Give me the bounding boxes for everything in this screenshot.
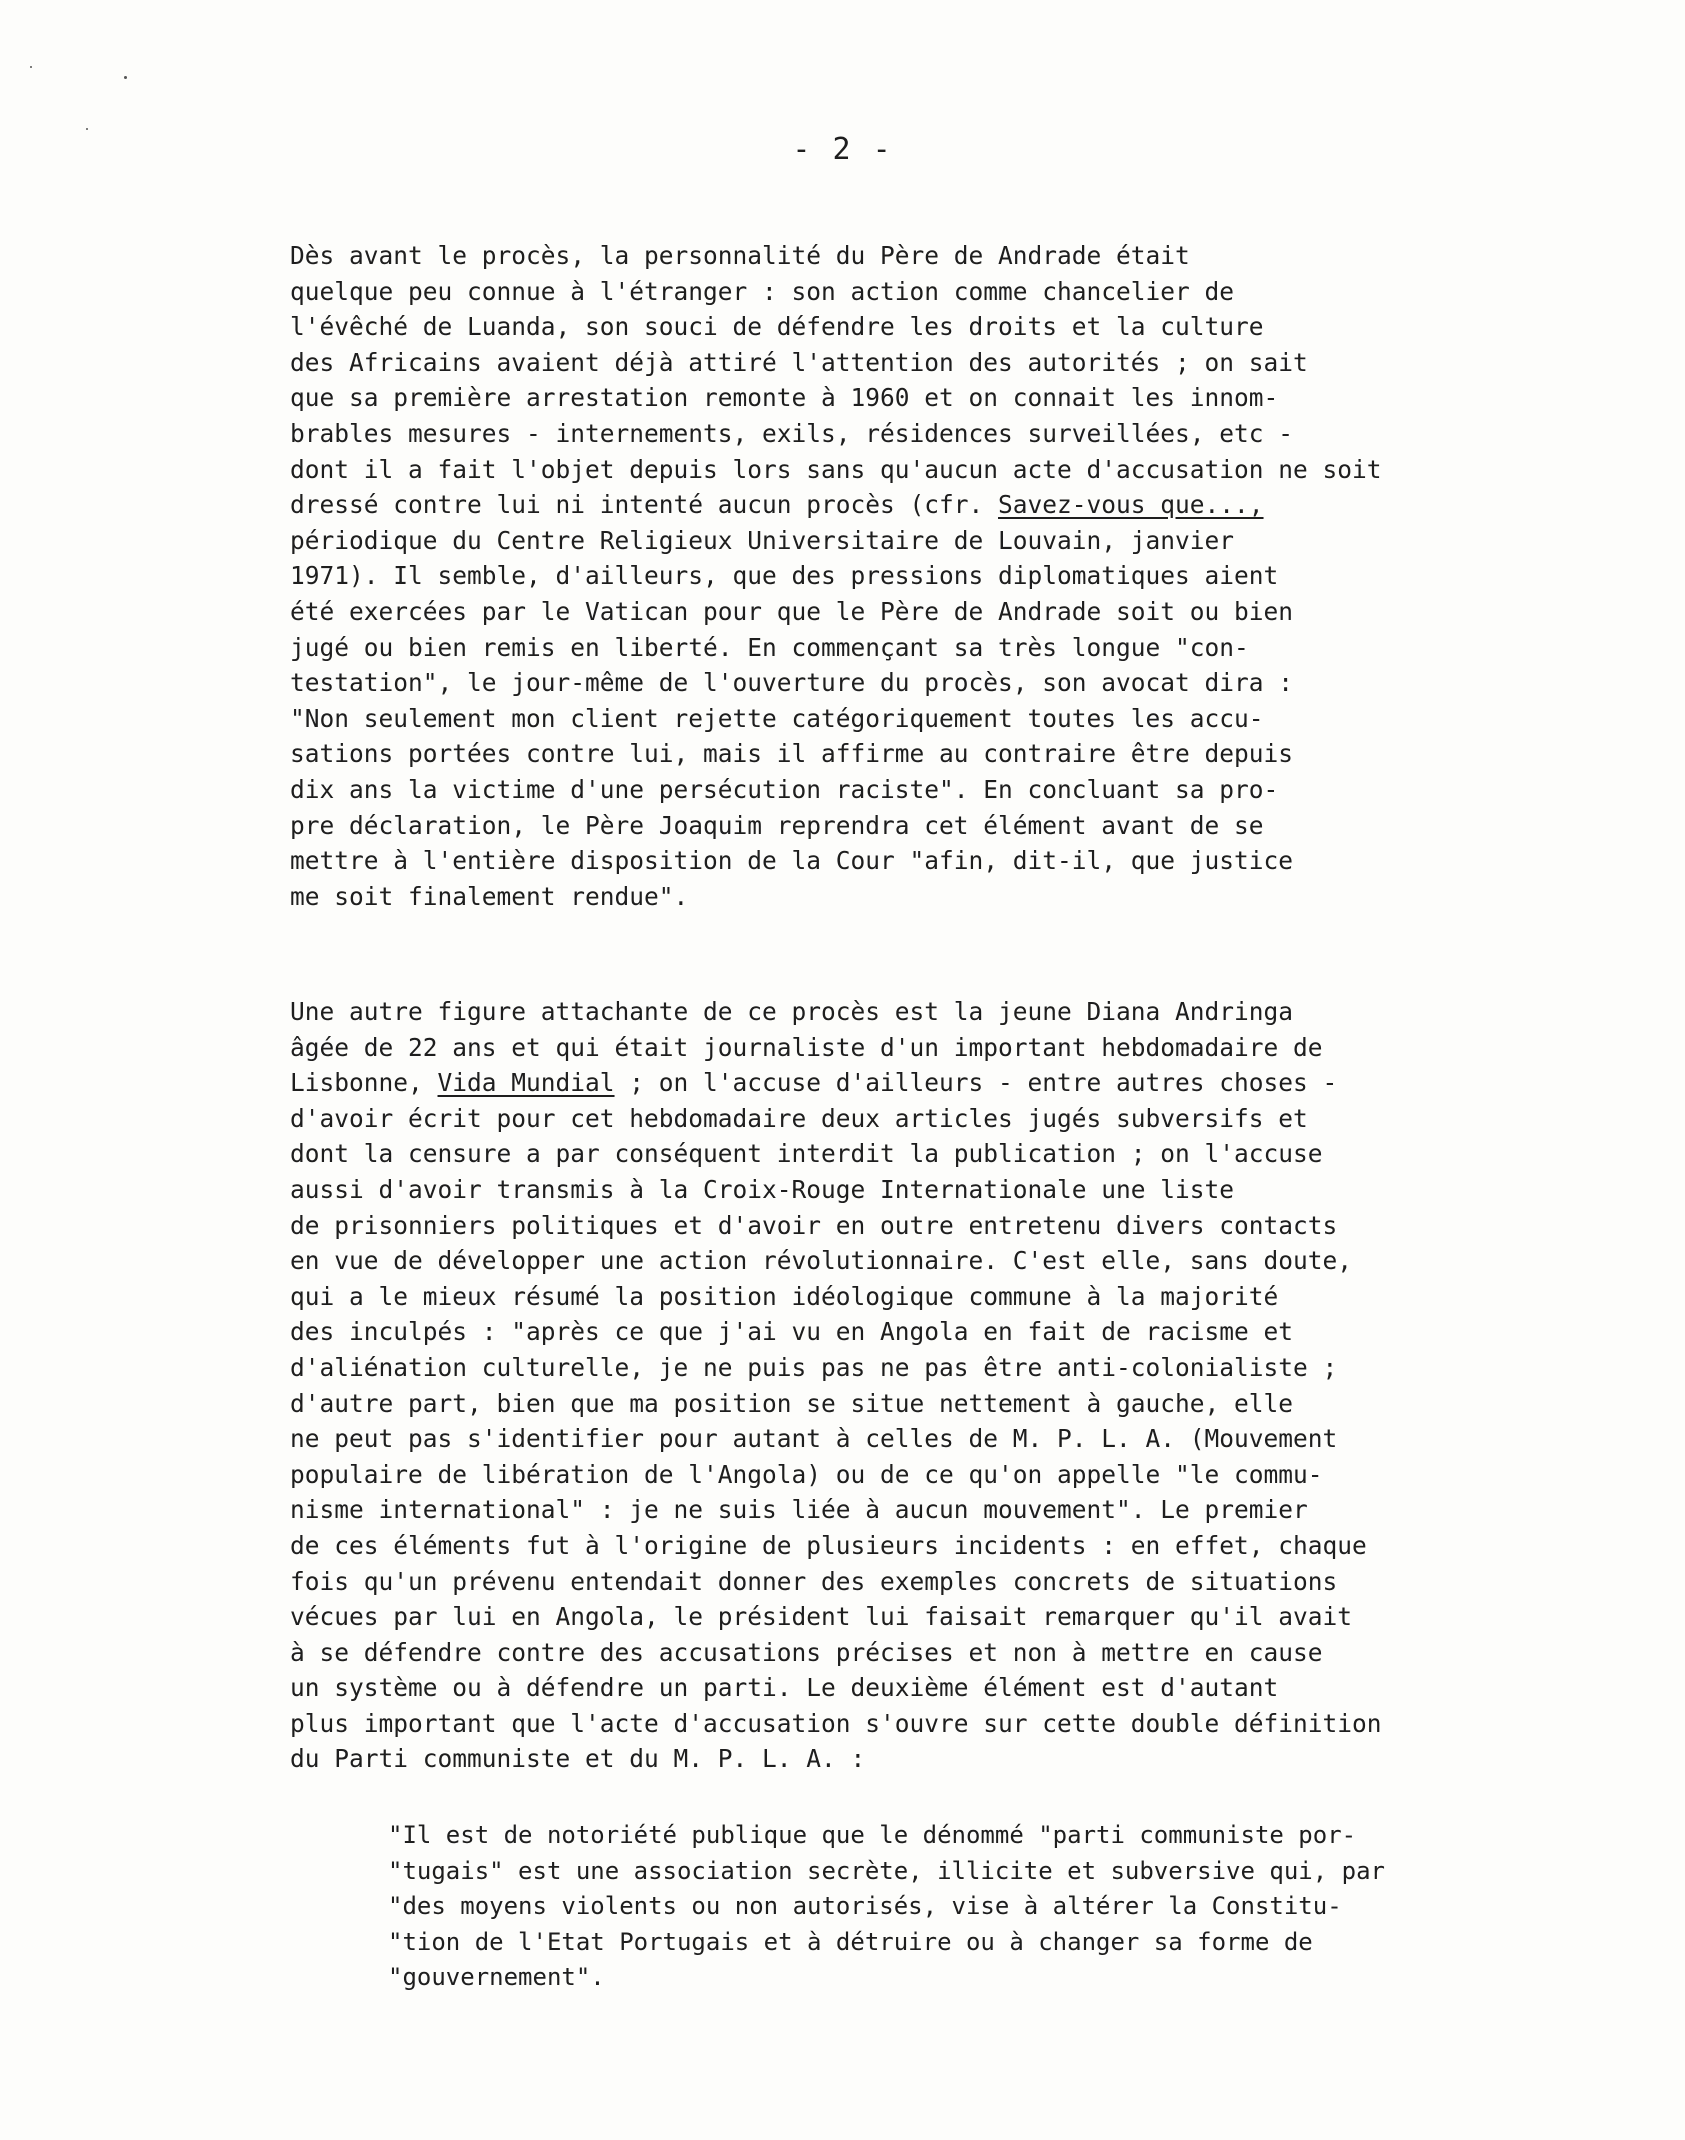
page-number: - 2 - [792, 132, 893, 167]
scan-speck [124, 76, 127, 79]
text-line: que sa première arrestation remonte à 1960 et on connait les innom- [290, 383, 1279, 413]
text-line: pre déclaration, le Père Joaquim reprendra cet élément avant de se [290, 810, 1264, 840]
text-line: quelque peu connue à l'étranger : son action comme chancelier de [290, 276, 1235, 306]
text-line: dix ans la victime d'une persécution raciste". En concluant sa pro- [290, 774, 1279, 804]
text-line: jugé ou bien remis en liberté. En commençant sa très longue "con- [290, 632, 1249, 662]
text-line: qui a le mieux résumé la position idéologique commune à la majorité [290, 1281, 1279, 1311]
quote-line: "tion de l'Etat Portugais et à détruire ou à changer sa forme de [388, 1927, 1313, 1956]
quote-line: "Il est de notoriété publique que le dénommé "parti communiste por- [388, 1821, 1357, 1849]
quote-line: "tugais" est une association secrète, illicite et subversive qui, par [388, 1856, 1385, 1885]
text-line: des Africains avaient déjà attiré l'attention des autorités ; on sait [290, 347, 1308, 377]
text-line: me soit finalement rendue". [290, 881, 689, 911]
text-line: nisme international" : je ne suis liée à aucun mouvement". Le premier [290, 1495, 1308, 1525]
text-line: sations portées contre lui, mais il affirme au contraire être depuis [290, 739, 1294, 769]
text-line: âgée de 22 ans et qui était journaliste d'un important hebdomadaire de [290, 1032, 1323, 1062]
paragraph-andrade [290, 238, 1480, 914]
text-line: populaire de libération de l'Angola) ou de ce qu'on appelle "le commu- [290, 1459, 1323, 1489]
text-line: ne peut pas s'identifier pour autant à celles de M. P. L. A. (Mouvement [290, 1424, 1338, 1454]
text-line: à se défendre contre des accusations précises et non à mettre en cause [290, 1637, 1323, 1667]
quote-line: "gouvernement". [388, 1963, 605, 1992]
text-segment: ; on l'accuse d'ailleurs - entre autres choses - [614, 1068, 1338, 1098]
text-line: été exercées par le Vatican pour que le Père de Andrade soit ou bien [290, 596, 1294, 626]
text-line: d'avoir écrit pour cet hebdomadaire deux articles jugés subversifs et [290, 1103, 1308, 1133]
scan-speck [30, 66, 32, 68]
text-line: de ces éléments fut à l'origine de plusieurs incidents : en effet, chaque [290, 1530, 1367, 1560]
text-line: fois qu'un prévenu entendait donner des exemples concrets de situations [290, 1566, 1338, 1596]
text-line [290, 487, 1480, 523]
text-line [290, 1065, 1480, 1101]
text-line: testation", le jour-même de l'ouverture du procès, son avocat dira : [290, 668, 1294, 698]
text-line: des inculpés : "après ce que j'ai vu en Angola en fait de racisme et [290, 1317, 1294, 1347]
text-line: Une autre figure attachante de ce procès est la jeune Diana Andringa [290, 997, 1294, 1026]
text-segment: dressé contre lui ni intenté aucun procès (cfr. [290, 490, 999, 520]
text-line: un système ou à défendre un parti. Le deuxième élément est d'autant [290, 1673, 1279, 1703]
text-line: aussi d'avoir transmis à la Croix-Rouge Internationale une liste [290, 1174, 1235, 1204]
text-line: Dès avant le procès, la personnalité du Père de Andrade était [290, 241, 1190, 270]
text-segment: Lisbonne, [290, 1068, 438, 1098]
text-line: de prisonniers politiques et d'avoir en outre entretenu divers contacts [290, 1210, 1338, 1240]
text-line: mettre à l'entière disposition de la Cour "afin, dit-il, que justice [290, 846, 1294, 876]
text-line: périodique du Centre Religieux Universitaire de Louvain, janvier [290, 525, 1235, 555]
text-line: plus important que l'acte d'accusation s'ouvre sur cette double définition [290, 1708, 1382, 1738]
text-line: "Non seulement mon client rejette catégoriquement toutes les accu- [290, 703, 1264, 733]
text-line: d'autre part, bien que ma position se situe nettement à gauche, elle [290, 1388, 1294, 1418]
text-line: brables mesures - internements, exils, résidences surveillées, etc - [290, 418, 1294, 448]
text-line: dont la censure a par conséquent interdit la publication ; on l'accuse [290, 1139, 1323, 1169]
underlined-publication-title: Savez-vous que..., [998, 490, 1264, 520]
text-line: d'aliénation culturelle, je ne puis pas ne pas être anti-colonialiste ; [290, 1352, 1338, 1382]
quote-line: "des moyens violents ou non autorisés, vise à altérer la Constitu- [388, 1892, 1342, 1921]
text-line: 1971). Il semble, d'ailleurs, que des pressions diplomatiques aient [290, 561, 1279, 591]
underlined-publication-title: Vida Mundial [437, 1068, 615, 1098]
paragraph-andringa [290, 994, 1480, 1777]
text-line: l'évêché de Luanda, son souci de défendre les droits et la culture [290, 312, 1264, 342]
text-line: vécues par lui en Angola, le président lui faisait remarquer qu'il avait [290, 1602, 1353, 1632]
text-line: dont il a fait l'objet depuis lors sans qu'aucun acte d'accusation ne soit [290, 454, 1382, 484]
text-line: du Parti communiste et du M. P. L. A. : [290, 1744, 866, 1774]
text-line: en vue de développer une action révolutionnaire. C'est elle, sans doute, [290, 1246, 1353, 1276]
scan-speck [86, 128, 88, 130]
block-quote-indictment [388, 1818, 1558, 1996]
